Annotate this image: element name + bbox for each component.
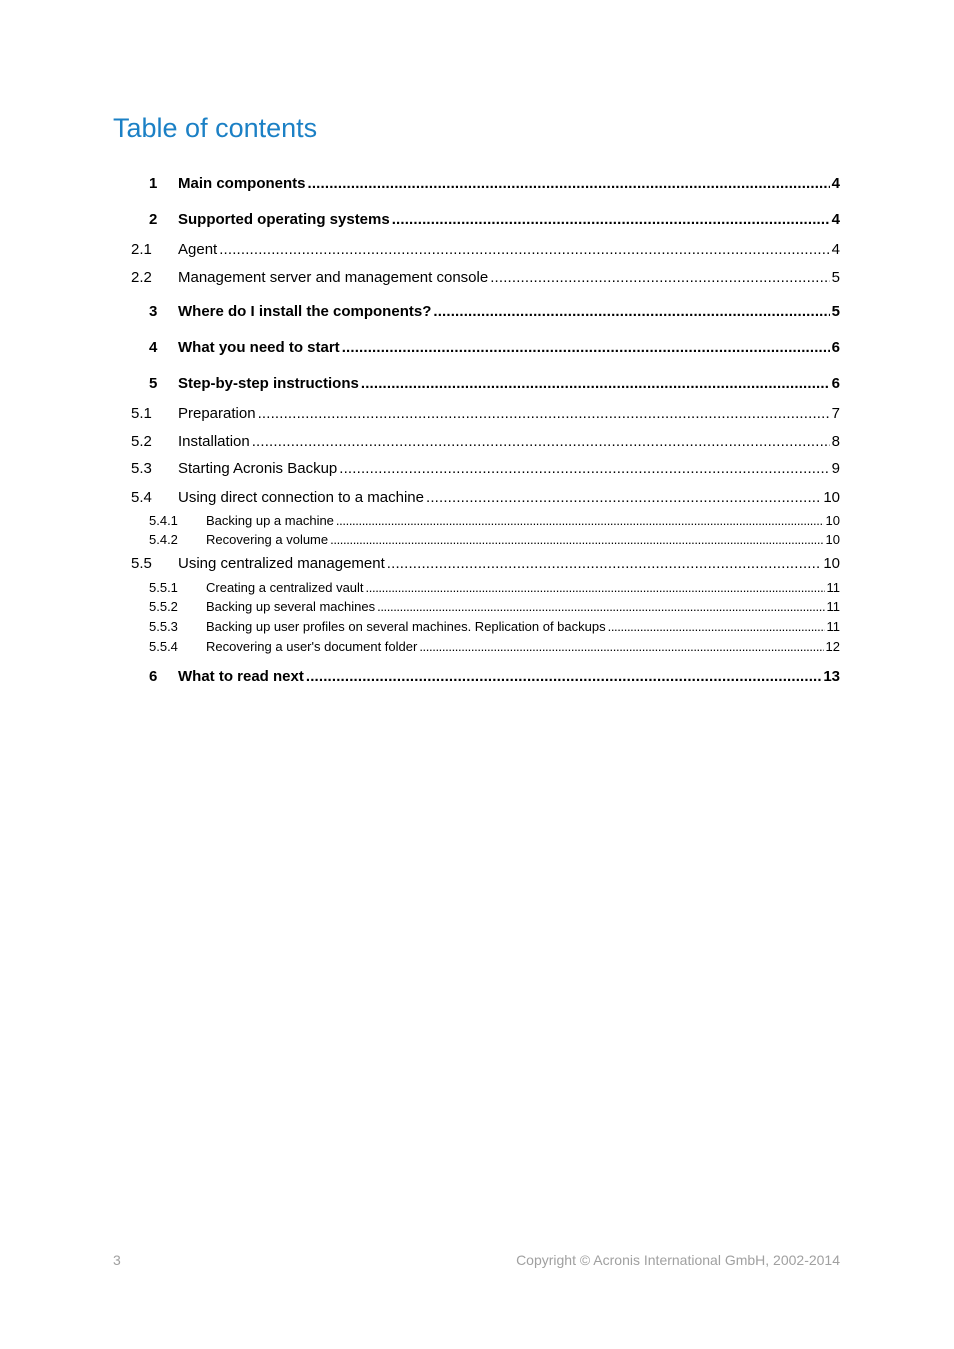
toc-entry-page: 11 bbox=[826, 599, 840, 614]
toc-entry-label: What you need to start bbox=[178, 339, 340, 356]
toc-entry-label: Recovering a volume bbox=[206, 532, 329, 547]
toc-entry-label: What to read next bbox=[178, 668, 304, 685]
toc-entry-page: 5 bbox=[831, 303, 840, 320]
toc-entry-label: Main components bbox=[178, 175, 306, 192]
toc-entry-page: 10 bbox=[825, 532, 840, 547]
toc-leader-dots bbox=[361, 375, 830, 392]
toc-entry-label: Backing up several machines bbox=[206, 599, 376, 614]
toc-entry-label: Backing up user profiles on several machines. Replication of backups bbox=[206, 619, 606, 634]
toc-leader-dots bbox=[252, 433, 830, 450]
toc-entry-label: Supported operating systems bbox=[178, 211, 390, 228]
toc-leader-dots bbox=[258, 405, 830, 422]
toc-leader-dots bbox=[330, 532, 823, 547]
toc-entry-number: 6 bbox=[149, 668, 158, 685]
toc-entry-number: 5.5.4 bbox=[149, 639, 178, 654]
footer-page-number: 3 bbox=[113, 1252, 121, 1268]
page-title: Table of contents bbox=[113, 113, 318, 143]
toc-leader-dots bbox=[306, 668, 821, 685]
toc-entry-label: Using centralized management bbox=[178, 555, 385, 572]
toc-entry-label: Backing up a machine bbox=[206, 513, 334, 528]
toc-entry-label: Step-by-step instructions bbox=[178, 375, 359, 392]
toc-entry-page: 13 bbox=[823, 668, 840, 685]
toc-entry-page: 10 bbox=[825, 513, 840, 528]
toc-leader-dots bbox=[366, 580, 825, 595]
toc-leader-dots bbox=[490, 269, 829, 286]
toc-entry-label: Using direct connection to a machine bbox=[178, 489, 424, 506]
toc-entry-page: 10 bbox=[823, 555, 840, 572]
toc-leader-dots bbox=[377, 599, 824, 614]
toc-entry-number: 5.5.3 bbox=[149, 619, 178, 634]
toc-entry-label: Starting Acronis Backup bbox=[178, 460, 338, 477]
toc-entry-page: 4 bbox=[831, 175, 840, 192]
toc-leader-dots bbox=[419, 639, 823, 654]
toc-entry-label: Where do I install the components? bbox=[178, 303, 432, 320]
footer-copyright: Copyright © Acronis International GmbH, 2002-2014 bbox=[516, 1252, 840, 1268]
toc-entry-page: 7 bbox=[831, 405, 840, 422]
toc-entry-page: 10 bbox=[823, 489, 840, 506]
toc-leader-dots bbox=[219, 241, 829, 258]
toc-entry-number: 5.5.2 bbox=[149, 599, 178, 614]
toc-entry-number: 5.1 bbox=[131, 405, 152, 422]
toc-entry-number: 5.4 bbox=[131, 489, 152, 506]
toc-leader-dots bbox=[392, 211, 830, 228]
toc-entry-label: Preparation bbox=[178, 405, 256, 422]
toc-entry-number: 5.5.1 bbox=[149, 580, 178, 595]
toc-entry-label: Management server and management console bbox=[178, 269, 489, 286]
toc-entry-number: 5 bbox=[149, 375, 158, 392]
toc-entry-number: 2.2 bbox=[131, 269, 152, 286]
toc-entry-label: Creating a centralized vault bbox=[206, 580, 364, 595]
toc-leader-dots bbox=[433, 303, 829, 320]
toc-entry-number: 2.1 bbox=[131, 241, 152, 258]
toc-entry-page: 6 bbox=[831, 375, 840, 392]
toc-entry-page: 4 bbox=[831, 211, 840, 228]
toc-entry-number: 2 bbox=[149, 211, 158, 228]
toc-leader-dots bbox=[387, 555, 822, 572]
toc-entry-number: 5.2 bbox=[131, 433, 152, 450]
toc-entry-label: Installation bbox=[178, 433, 250, 450]
toc-entry-page: 5 bbox=[831, 269, 840, 286]
toc-entry-page: 11 bbox=[826, 619, 840, 634]
toc-leader-dots bbox=[336, 513, 824, 528]
toc-leader-dots bbox=[342, 339, 830, 356]
toc-entry-number: 5.4.2 bbox=[149, 532, 178, 547]
toc-entry-number: 5.3 bbox=[131, 460, 152, 477]
toc-entry-page: 9 bbox=[831, 460, 840, 477]
toc-entry-number: 1 bbox=[149, 175, 158, 192]
toc-leader-dots bbox=[426, 489, 821, 506]
toc-entry-page: 4 bbox=[831, 241, 840, 258]
toc-entry-number: 5.4.1 bbox=[149, 513, 178, 528]
toc-leader-dots bbox=[308, 175, 830, 192]
toc-entry-number: 4 bbox=[149, 339, 158, 356]
toc-leader-dots bbox=[339, 460, 829, 477]
toc-entry-label: Recovering a user's document folder bbox=[206, 639, 418, 654]
toc-entry-page: 12 bbox=[825, 639, 840, 654]
toc-entry-page: 11 bbox=[826, 580, 840, 595]
toc-leader-dots bbox=[608, 619, 825, 634]
toc-entry-number: 5.5 bbox=[131, 555, 152, 572]
toc-entry-page: 8 bbox=[831, 433, 840, 450]
toc-entry-label: Agent bbox=[178, 241, 218, 258]
toc-entry-page: 6 bbox=[831, 339, 840, 356]
toc-entry-number: 3 bbox=[149, 303, 158, 320]
